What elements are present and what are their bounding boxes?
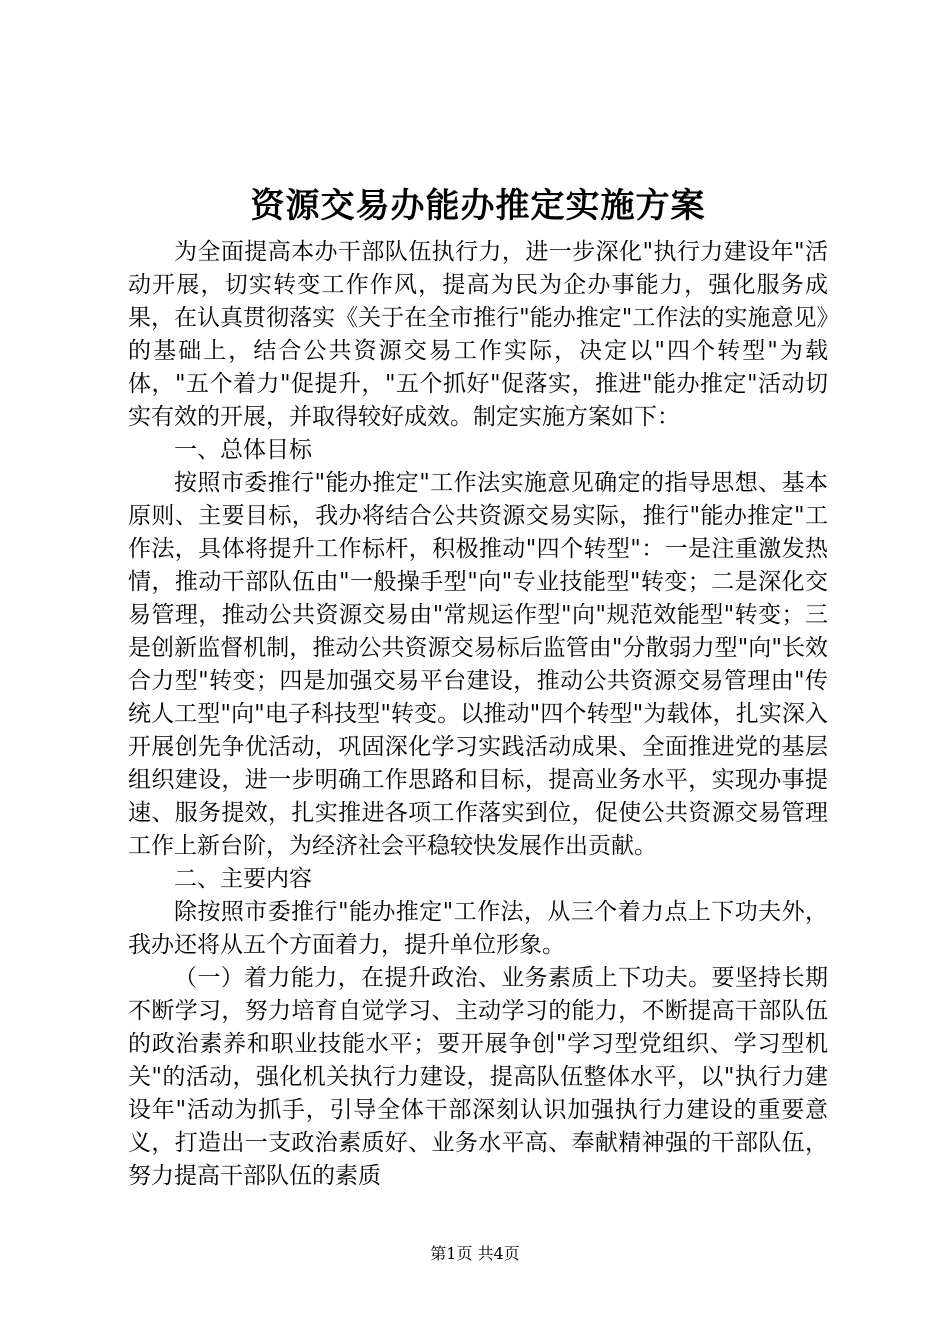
intro-paragraph: 为全面提高本办干部队伍执行力，进一步深化"执行力建设年"活动开展，切实转变工作作风，提高为民为企办事能力，强化服务成果，在认真贯彻落实《关于在全市推行"能办推定"工作法的实施意见》的基础上，结合公共资源交易工作实际，决定以"四个转型"为载体，"五个着力"促提升，"五个抓好"促落实，推进"能办推定"活动切实有效的开展，并取得较好成效。制定实施方案如下：: [128, 239, 828, 430]
section-heading-main-content: 二、主要内容: [174, 866, 312, 892]
document-title: 资源交易办能办推定实施方案: [250, 186, 706, 226]
page-footer: 第1页 共4页: [430, 1244, 520, 1263]
main-content-intro-paragraph: 除按照市委推行"能办推定"工作法，从三个着力点上下功夫外，我办还将从五个方面着力，提升单位形象。: [128, 899, 828, 958]
document-page: [128, 182, 828, 1193]
section-heading-general-goal: 一、总体目标: [174, 437, 312, 463]
main-content-item-1-paragraph: （一）着力能力，在提升政治、业务素质上下功夫。要坚持长期不断学习，努力培育自觉学习、主动学习的能力，不断提高干部队伍的政治素养和职业技能水平；要开展争创"学习型党组织、学习型机关"的活动，强化机关执行力建设，提高队伍整体水平，以"执行力建设年"活动为抓手，引导全体干部深刻认识加强执行力建设的重要意义，打造出一支政治素质好、业务水平高、奉献精神强的干部队伍，努力提高干部队伍的素质: [128, 965, 828, 1189]
general-goal-paragraph: 按照市委推行"能办推定"工作法实施意见确定的指导思想、基本原则、主要目标，我办将结合公共资源交易实际，推行"能办推定"工作法，具体将提升工作标杆，积极推动"四个转型"：一是注重激发热情，推动干部队伍由"一般操手型"向"专业技能型"转变；二是深化交易管理，推动公共资源交易由"常规运作型"向"规范效能型"转变；三是创新监督机制，推动公共资源交易标后监管由"分散弱力型"向"长效合力型"转变；四是加强交易平台建设，推动公共资源交易管理由"传统人工型"向"电子科技型"转变。以推动"四个转型"为载体，扎实深入开展创先争优活动，巩固深化学习实践活动成果、全面推进党的基层组织建设，进一步明确工作思路和目标，提高业务水平，实现办事提速、服务提效，扎实推进各项工作落实到位，促使公共资源交易管理工作上新台阶，为经济社会平稳较快发展作出贡献。: [128, 470, 828, 859]
